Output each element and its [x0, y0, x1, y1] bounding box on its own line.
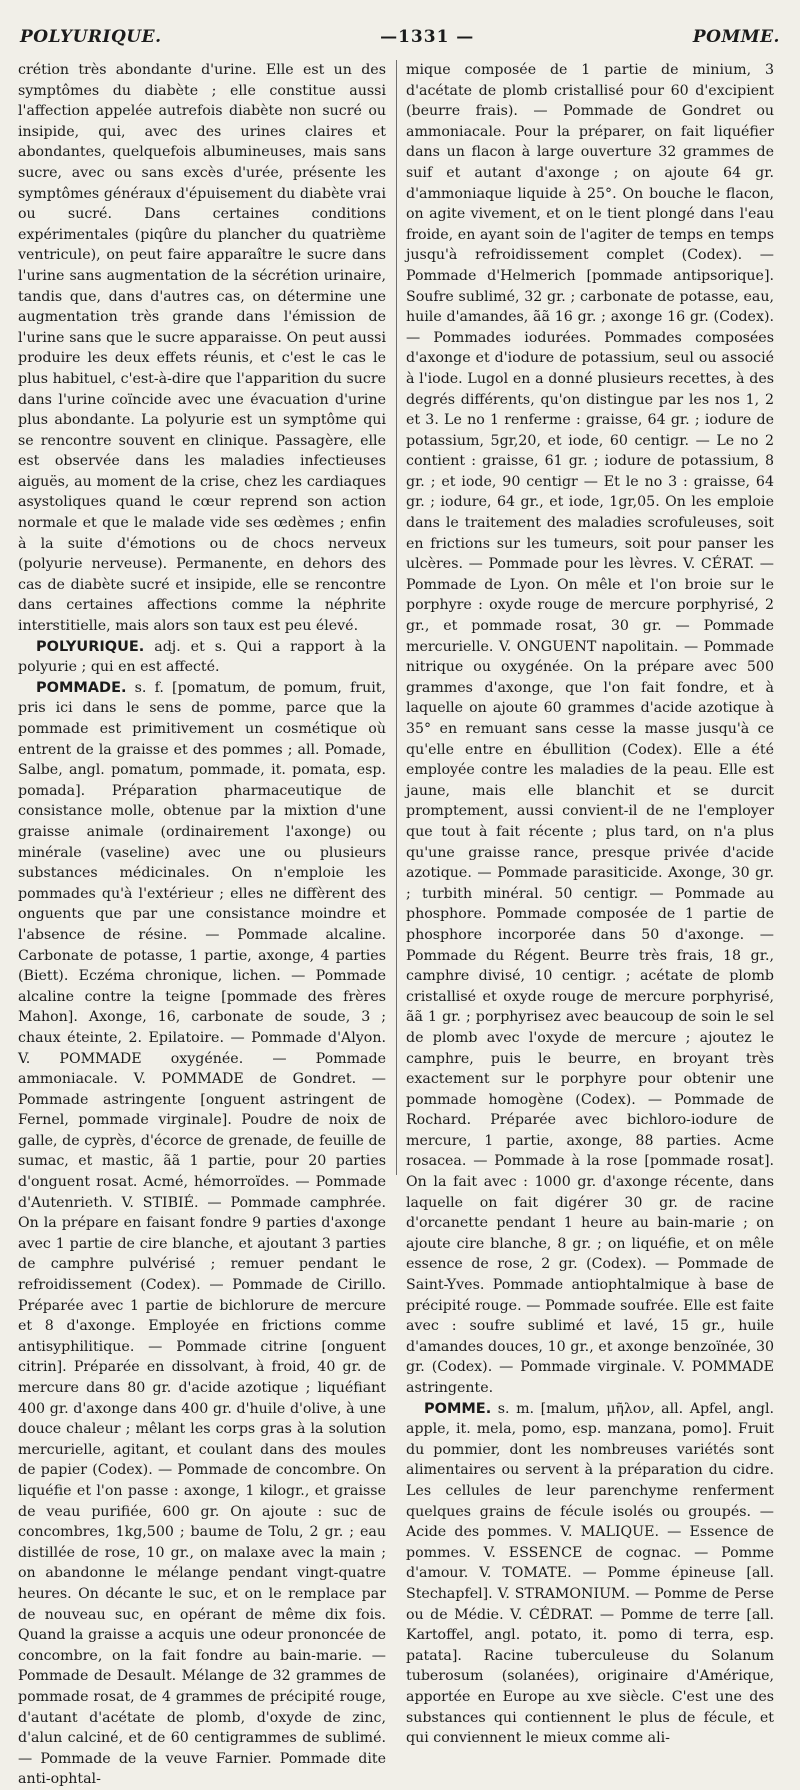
paragraph-continuation: mique composée de 1 partie de minium, 3 d'acétate de plomb cristallisé pour 60 d'excipient (beurre frais). — Pommade de Gondret ou ammoniacale. Pour la préparer, on fait liquéfier dans un flacon à large ouverture 32 grammes de suif et autant d'axonge ; on ajoute 64 gr. d'ammoniaque liquide à 25°. On bouche le flacon, on agite vivement, et on le tient plongé dans l'eau froide, en ayant soin de l'agiter de temps en temps jusqu'à refroidissement complet (Codex). — Pommade d'Helmerich [pommade antipsorique]. Soufre sublimé, 32 gr. ; carbonate de potasse, eau, huile d'amandes, ãã 16 gr. ; axonge 16 gr. (Codex). — Pommades iodurées. Pommades composées d'axonge et d'iodure de potassium, seul ou associé à l'iode. Lugol en a donné plusieurs recettes, à des degrés différents, qu'on distingue par les nos 1, 2 et 3. Le no 1 renferme : graisse, 64 gr. ; iodure de potassium, 5gr,20, et iode, 60 centigr. — Le no 2 contient : graisse, 61 gr. ; iodure de potassium, 8 gr. ; et iode, 90 centigr — Et le no 3 : graisse, 64 gr. ; iodure, 64 gr., et iode, 1gr,05. On les emploie dans le traitement des maladies scrofuleuses, soit en frictions sur les tumeurs, soit pour panser les ulcères. — Pommade pour les lèvres. V. CÉRAT. — Pommade de Lyon. On mêle et l'on broie sur le porphyre : oxyde rouge de mercure porphyrisé, 2 gr., et pommade rosat, 30 gr. — Pommade mercurielle. V. ONGUENT napolitain. — Pommade nitrique ou oxygénée. On la prépare avec 500 grammes d'axonge, que l'on fait fondre, et à laquelle on ajoute 60 grammes d'acide azotique à 35° en remuant sans cesse la masse jusqu'à ce qu'elle entre en ébullition (Codex). Elle a été employée contre les maladies de la peau. Elle est jaune, mais elle blanchit et se durcit promptement, aussi convient-il de ne l'employer que tout à fait récente ; plus tard, on n'a plus qu'une graisse rance, presque privée d'acide azotique. — Pommade parasiticide. Axonge, 30 gr. ; turbith minéral. 50 centigr. — Pommade au phosphore. Pommade composée de 1 partie de phosphore incorporée dans 50 d'axonge. — Pommade du Régent. Beurre très frais, 18 gr., camphre divisé, 10 centigr. ; acétate de plomb cristallisé et oxyde rouge de mercure porphyrisé, ãã 1 gr. ; porphyrisez avec beaucoup de soin le sel de plomb avec l'oxyde de mercure ; ajoutez le camphre, puis le beurre, en broyant très exactement sur le porphyre pour obtenir une pommade homogène (Codex). — Pommade de Rochard. Préparée avec bichloro-iodure de mercure, 1 partie, axonge, 88 parties. Acme rosacea. — Pommade à la rose [pommade rosat]. On la fait avec : 1000 gr. d'axonge récente, dans laquelle on fait digérer 30 gr. de racine d'orcanette pendant 1 heure au bain-marie ; on ajoute cire blanche, 8 gr. ; on liquéfie, et on mêle essence de rose, 2 gr. (Codex). — Pommade de Saint-Yves. Pommade antiophtalmique à base de précipité rouge. — Pommade soufrée. Elle est faite avec : soufre sublimé et lavé, 15 gr., huile d'amandes douces, 10 gr., et axonge benzoïnée, 30 gr. (Codex). — Pommade virginale. V. POMMADE astringente. — [406, 62, 774, 1396]
entry-body: s. f. [pomatum, de pomum, fruit, pris ici dans le sens de pomme, parce que la pommade est primitivement un cosmétique où entrent de la graisse et des pommes ; all. Pomade, Salbe, angl. pomatum, pommade, it. pomata, esp. pomada]. Préparation pharmaceutique de consistance molle, obtenue par la mixtion d'une graisse animale (ordinairement l'axonge) ou minérale (vaseline) avec une ou plusieurs substances médicinales. On n'emploie les pommades qu'à l'extérieur ; elles ne diffèrent des onguents que par une consistance moindre et l'absence de résine. — Pommade alcaline. Carbonate de potasse, 1 partie, axonge, 4 parties (Biett). Eczéma chronique, lichen. — Pommade alcaline contre la teigne [pommade des frères Mahon]. Axonge, 16, carbonate de soude, 3 ; chaux éteinte, 2. Epilatoire. — Pommade d'Alyon. V. POMMADE oxygénée. — Pommade ammoniacale. V. POMMADE de Gondret. — Pommade astringente [onguent astringent de Fernel, pommade virginale]. Poudre de noix de galle, de cyprès, d'écorce de grenade, de feuille de sumac, et mastic, ãã 1 partie, pour 20 parties d'onguent rosat. Acmé, hémorroïdes. — Pommade d'Autenrieth. V. STIBIÉ. — Pommade camphrée. On la prépare en faisant fondre 9 parties d'axonge avec 1 partie de cire blanche, et ajoutant 3 parties de camphre pulvérisé ; remuer pendant le refroidissement (Codex). — Pommade de Cirillo. Préparée avec 1 partie de bichlorure de mercure et 8 d'axonge. Employée en frictions comme antisyphilitique. — Pommade citrine [onguent citrin]. Préparée en dissolvant, à froid, 40 gr. de mercure dans 80 gr. d'acide azotique ; liquéfiant 400 gr. d'axonge dans 400 gr. d'huile d'olive, à une douce chaleur ; mêlant les corps gras à la solution mercurielle, agitant, et coulant dans des moules de papier (Codex). — Pommade de concombre. On liquéfie et l'on passe : axonge, 1 kilogr., et graisse de veau purifiée, 600 gr. On ajoute : suc de concombres, 1kg,500 ; baume de Tolu, 2 gr. ; eau distillée de rose, 10 gr., on malaxe avec la main ; on abandonne le mélange pendant vingt-quatre heures. On décante le suc, et on le remplace par de nouveau suc, en opérant de même dix fois. Quand la graisse a acquis une odeur prononcée de concombre, on la fait fondre au bain-marie. — Pommade de Desault. Mélange de 32 grammes de pommade rosat, de 4 grammes de précipité rouge, d'autant d'acétate de plomb, d'oxyde de zinc, d'alun calciné, et de 60 centigrammes de sublimé. — Pommade de la veuve Farnier. Pommade dite anti-ophtal- — [18, 679, 386, 1788]
entry-body: s. m. [malum, μῆλον, all. Apfel, angl. apple, it. mela, pomo, esp. manzana, pomo]. Fruit du pommier, dont les nombreuses variétés sont alimentaires ou servent à la préparation du cidre. Les cellules de leur parenchyme renferment quelques grains de fécule isolés ou groupés. — Acide des pommes. V. MALIQUE. — Essence de pommes. V. ESSENCE de cognac. — Pomme d'amour. V. TOMATE. — Pomme épineuse [all. Stechapfel]. V. STRAMONIUM. — Pomme de Perse ou de Médie. V. CÉDRAT. — Pomme de terre [all. Kartoffel, angl. potato, it. pomo di terra, esp. patata]. Racine tuberculeuse du Solanum tuberosum (solanées), originaire d'Amérique, apportée en Europe au xve siècle. C'est une des substances qui contiennent le plus de fécule, et qui conviennent le mieux comme ali- — [406, 1400, 774, 1747]
page-number: —1331 — — [380, 27, 475, 47]
entry-headword: POMME. — [424, 1400, 492, 1417]
running-header — [20, 20, 780, 54]
right-column — [406, 60, 774, 1747]
entry-pomme — [406, 1399, 774, 1749]
entry-body: adj. et s. Qui a rapport à la polyurie ; qui en est affecté. — [18, 638, 386, 676]
entry-pommade — [18, 678, 386, 1790]
left-column — [18, 60, 386, 1788]
entry-polyurique — [18, 637, 386, 678]
column-divider — [396, 60, 397, 1175]
header-left-word: POLYURIQUE. — [20, 27, 162, 47]
entry-headword: POLYURIQUE. — [36, 638, 145, 655]
paragraph-continuation: crétion très abondante d'urine. Elle est un des symptômes du diabète ; elle constitue aussi l'affection appelée autrefois diabète non sucré ou insipide, qui, avec des urines claires et abondantes, quelquefois albumineuses, mais sans sucre, avec ou sans excès d'urée, présente les symptômes généraux d'épuisement du diabète vrai ou sucré. Dans certaines conditions expérimentales (piqûre du plancher du quatrième ventricule), on peut faire apparaître le sucre dans l'urine sans augmentation de la sécrétion urinaire, tandis que, dans d'autres cas, on détermine une augmentation très grande dans l'émission de l'urine sans que le sucre apparaisse. On peut aussi produire les deux effets réunis, et c'est le cas le plus habituel, c'est-à-dire que l'apparition du sucre dans l'urine coïncide avec une évacuation d'urine plus abondante. La polyurie est un symptôme qui se rencontre souvent en clinique. Passagère, elle est observée dans les maladies infectieuses aiguës, au moment de la crise, chez les cardiaques asystoliques quand le cœur reprend son action normale et que le malade vide ses œdèmes ; enfin à la suite d'émotions ou de chocs nerveux (polyurie nerveuse). Permanente, en dehors des cas de diabète sucré et insipide, elle se rencontre dans certaines affections comme la néphrite interstitielle, mais alors son taux est peu élevé. — [18, 62, 386, 635]
entry-headword: POMMADE. — [36, 679, 127, 696]
header-right-word: POMME. — [692, 27, 780, 47]
